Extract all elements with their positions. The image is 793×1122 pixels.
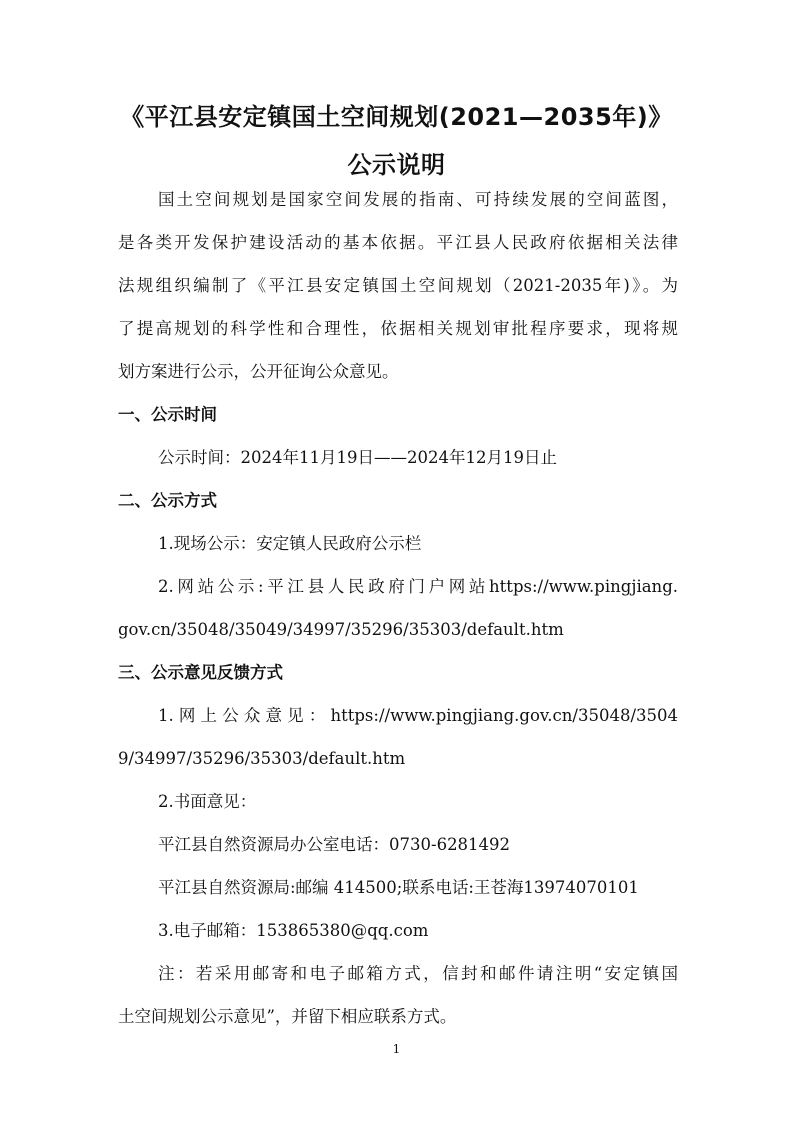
website-publicity-item: 2.网站公示:平江县人民政府门户网站https://www.pingjiang.: [158, 577, 678, 596]
intro-paragraph-line: 法规组织编制了《平江县安定镇国土空间规划（2021-2035年)》。为: [118, 276, 678, 295]
office-phone-text: 平江县自然资源局办公室电话：0730-6281492: [158, 835, 511, 854]
email-feedback-item: 3.电子邮箱：153865380@qq.com: [158, 921, 429, 940]
publicity-time-text: 公示时间：2024年11月19日——2024年12月19日止: [158, 448, 557, 467]
website-publicity-url: gov.cn/35048/35049/34997/35296/35303/default.htm: [118, 620, 564, 639]
section-heading-feedback: 三、公示意见反馈方式: [118, 663, 283, 682]
section-heading-time: 一、公示时间: [118, 405, 217, 424]
written-feedback-item: 2.书面意见：: [158, 792, 257, 811]
intro-paragraph-line: 了提高规划的科学性和合理性，依据相关规划审批程序要求，现将规: [118, 319, 678, 338]
page-number: 1: [392, 1042, 401, 1056]
postal-contact-text: 平江县自然资源局:邮编 414500;联系电话:王苍海13974070101: [158, 878, 639, 897]
online-feedback-url: 9/34997/35296/35303/default.htm: [118, 749, 406, 768]
intro-paragraph-line: 划方案进行公示，公开征询公众意见。: [118, 362, 399, 381]
intro-paragraph-line: 是各类开发保护建设活动的基本依据。平江县人民政府依据相关法律: [118, 233, 678, 252]
onsite-publicity-item: 1.现场公示：安定镇人民政府公示栏: [158, 534, 422, 553]
document-subtitle: 公示说明: [347, 151, 446, 179]
document-title: 《平江县安定镇国土空间规划(2021—2035年)》: [120, 103, 673, 131]
section-heading-method: 二、公示方式: [118, 491, 217, 510]
note-line: 土空间规划公示意见”，并留下相应联系方式。: [118, 1007, 457, 1026]
note-line: 注：若采用邮寄和电子邮箱方式，信封和邮件请注明“安定镇国: [158, 964, 678, 983]
intro-paragraph-line: 国土空间规划是国家空间发展的指南、可持续发展的空间蓝图，: [158, 190, 678, 209]
online-feedback-item: 1.网上公众意见：https://www.pingjiang.gov.cn/35048/3504: [158, 706, 678, 725]
